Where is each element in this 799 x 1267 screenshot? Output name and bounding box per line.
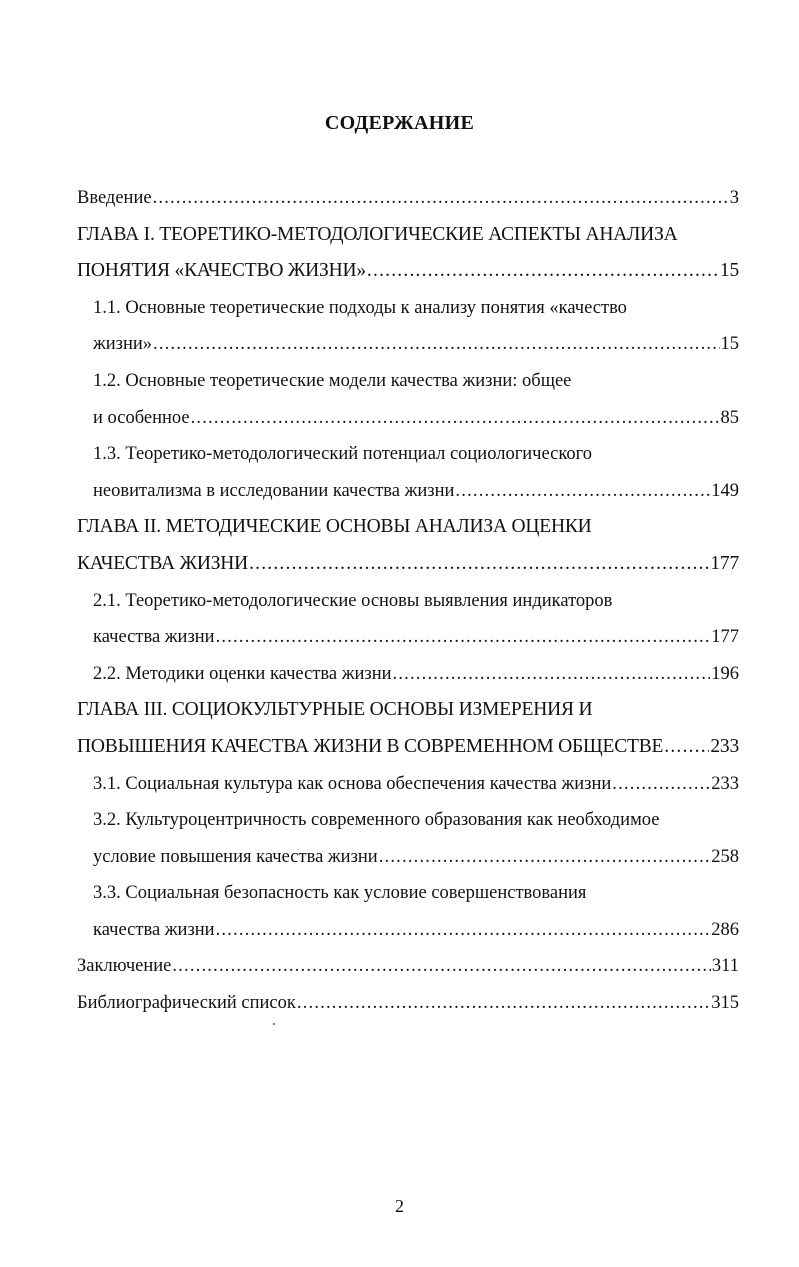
toc-page-number: 15: [719, 260, 739, 282]
toc-entry-title-line1: 1.3. Теоретико-методологический потенциал социологического: [93, 444, 593, 465]
toc-page-number: 3: [729, 188, 739, 208]
toc-page-number: 177: [710, 552, 739, 574]
toc-entry-title: 3.1. Социальная культура как основа обеспечения качества жизни: [93, 773, 612, 794]
toc-entry-introduction[interactable]: [77, 180, 739, 217]
toc-page-number: 85: [720, 407, 739, 428]
dot-leader: [216, 912, 711, 949]
toc-page-number: 315: [711, 993, 739, 1014]
dot-leader: [297, 985, 710, 1022]
page-number: 2: [395, 1196, 404, 1216]
toc-entry-title-line1: 2.1. Теоретико-методологические основы выявления индикаторов: [93, 590, 613, 611]
toc-entry-title-line1: ГЛАВА II. МЕТОДИЧЕСКИЕ ОСНОВЫ АНАЛИЗА ОЦЕНКИ: [77, 516, 592, 538]
toc-entry-title-line2: и особенное: [93, 407, 190, 428]
scan-speck: [273, 1023, 275, 1025]
toc-entry-conclusion[interactable]: [77, 948, 739, 985]
toc-entry-section-3-2[interactable]: [77, 802, 739, 875]
toc-entry-title-line1: 3.2. Культуроцентричность современного образования как необходимое: [93, 810, 660, 831]
toc-page-number: 149: [711, 480, 739, 501]
dot-leader: [216, 619, 711, 656]
table-of-contents: [77, 180, 739, 1022]
toc-entry-title-line2: условие повышения качества жизни: [93, 846, 378, 867]
dot-leader: [455, 473, 710, 510]
toc-entry-bibliography[interactable]: [77, 985, 739, 1022]
toc-entry-section-3-1[interactable]: [77, 766, 739, 803]
dot-leader: [393, 656, 711, 693]
toc-entry-chapter-2[interactable]: [77, 509, 739, 582]
toc-entry-title-line1: 1.2. Основные теоретические модели качества жизни: общее: [93, 370, 572, 391]
toc-entry-title-line2: жизни»: [93, 334, 153, 355]
toc-entry-title: Заключение: [77, 956, 172, 977]
toc-entry-title-line1: ГЛАВА I. ТЕОРЕТИКО-МЕТОДОЛОГИЧЕСКИЕ АСПЕКТЫ АНАЛИЗА: [77, 223, 678, 245]
toc-entry-title-line2: неовитализма в исследовании качества жизни: [93, 480, 455, 501]
toc-page-number: 177: [711, 627, 739, 648]
dot-leader: [153, 326, 719, 363]
toc-entry-chapter-3[interactable]: [77, 692, 739, 765]
toc-entry-section-1-1[interactable]: [77, 290, 739, 363]
toc-entry-title-line2: КАЧЕСТВА ЖИЗНИ: [77, 552, 249, 574]
toc-page-number: 196: [711, 663, 739, 684]
toc-entry-title-line1: 1.1. Основные теоретические подходы к анализу понятия «качество: [93, 297, 627, 318]
toc-page-number: 15: [720, 334, 739, 355]
page-title: СОДЕРЖАНИЕ: [324, 112, 475, 134]
dot-leader: [664, 729, 709, 766]
toc-entry-title-line2: качества жизни: [93, 919, 215, 940]
toc-entry-title: Введение: [77, 188, 152, 208]
dot-leader: [249, 546, 709, 583]
toc-entry-title-line2: ПОНЯТИЯ «КАЧЕСТВО ЖИЗНИ»: [77, 260, 366, 282]
dot-leader: [191, 400, 720, 437]
toc-entry-title-line2: ПОВЫШЕНИЯ КАЧЕСТВА ЖИЗНИ В СОВРЕМЕННОМ ОБЩЕСТВЕ: [77, 735, 664, 757]
toc-entry-title-line1: 3.3. Социальная безопасность как условие совершенствования: [93, 883, 587, 904]
toc-entry-title: Библиографический список: [77, 993, 296, 1014]
toc-entry-section-2-1[interactable]: [77, 583, 739, 656]
toc-page-number: 233: [711, 773, 739, 794]
toc-entry-section-1-2[interactable]: [77, 363, 739, 436]
toc-page-number: 286: [711, 919, 739, 940]
toc-entry-title: 2.2. Методики оценки качества жизни: [93, 663, 392, 684]
dot-leader: [367, 253, 719, 290]
toc-page-number: 233: [710, 735, 739, 757]
toc-entry-title-line1: ГЛАВА III. СОЦИОКУЛЬТУРНЫЕ ОСНОВЫ ИЗМЕРЕНИЯ И: [77, 699, 593, 721]
toc-entry-section-2-2[interactable]: [77, 656, 739, 693]
toc-entry-chapter-1[interactable]: [77, 217, 739, 290]
dot-leader: [379, 839, 711, 876]
toc-entry-title-line2: качества жизни: [93, 627, 215, 648]
dot-leader: [172, 948, 711, 985]
toc-entry-section-3-3[interactable]: [77, 875, 739, 948]
toc-page-number: 258: [711, 846, 739, 867]
toc-page-number: 311: [711, 956, 739, 977]
dot-leader: [153, 180, 729, 217]
dot-leader: [612, 766, 710, 803]
toc-entry-section-1-3[interactable]: [77, 436, 739, 509]
